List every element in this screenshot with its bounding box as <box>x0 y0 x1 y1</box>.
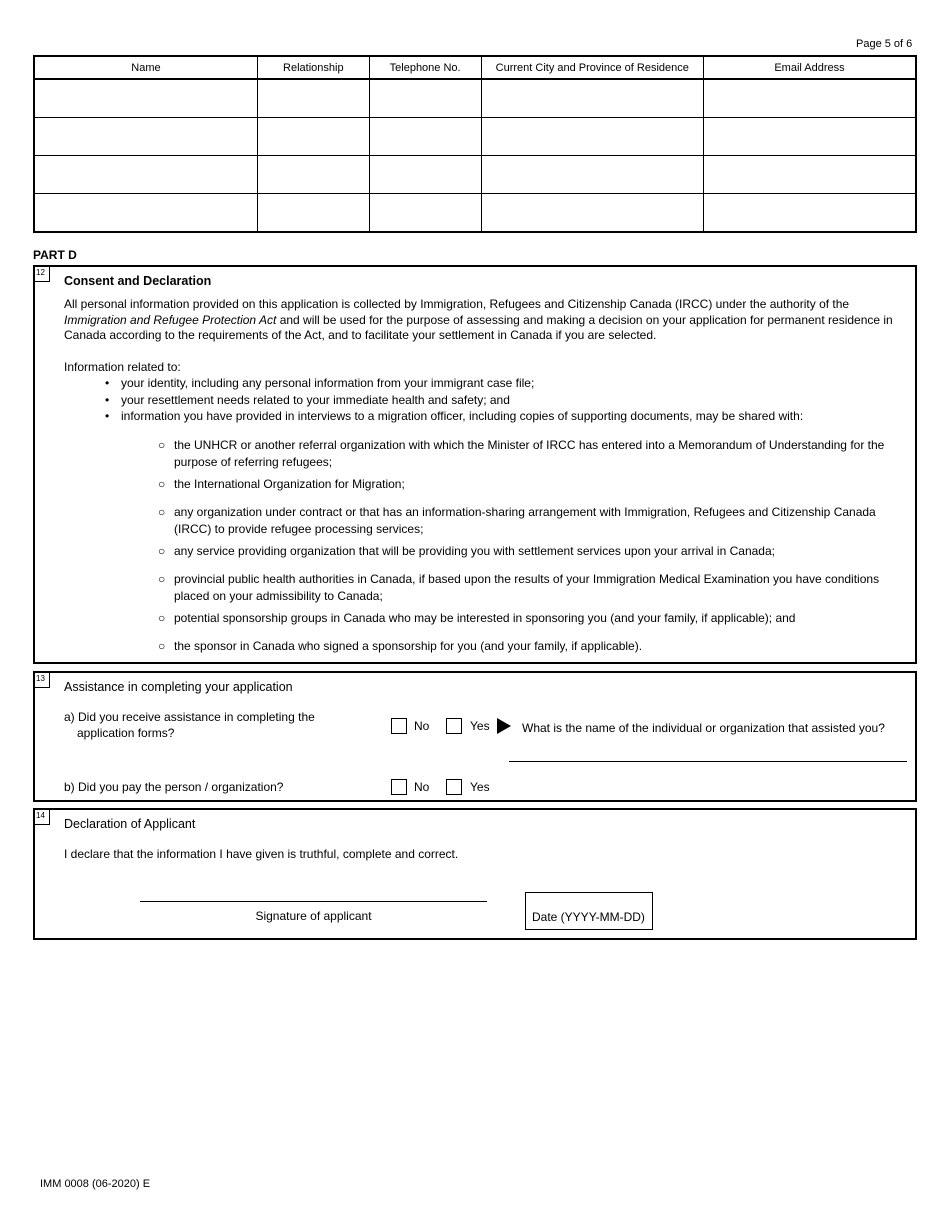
consent-section <box>33 265 917 664</box>
bullet-icon: • <box>105 392 110 407</box>
bullet-icon: • <box>105 409 110 423</box>
relationship-cell[interactable] <box>257 194 369 233</box>
telephone-cell[interactable] <box>369 79 481 118</box>
table-header-row <box>34 56 916 79</box>
form-code: IMM 0008 (06-2020) E <box>40 1178 151 1190</box>
email-cell[interactable] <box>704 194 917 233</box>
list-item <box>158 437 893 470</box>
sub-item-text: the sponsor in Canada who signed a sponsorship for you (and your family, if applicable). <box>174 639 643 653</box>
question-a-line1: a) Did you receive assistance in completing the <box>64 710 315 724</box>
sub-item-text: any service providing organization that will be providing you with settlement services upon your arrival in Canada; <box>174 544 775 558</box>
table-row <box>34 194 916 233</box>
circle-bullet-icon: ○ <box>158 477 166 491</box>
circle-bullet-icon: ○ <box>158 438 166 452</box>
telephone-cell[interactable] <box>369 156 481 194</box>
section-number: 13 <box>35 673 50 688</box>
sub-item-text: the International Organization for Migration; <box>174 477 405 491</box>
assistant-name-field[interactable] <box>509 761 907 762</box>
info-intro: Information related to: <box>64 360 181 374</box>
assistance-no-checkbox[interactable] <box>391 718 407 734</box>
bullet-icon: • <box>105 376 110 390</box>
payment-yes-checkbox[interactable] <box>446 779 462 795</box>
sub-item-text: any organization under contract or that has an information-sharing arrangement with Immigration, Refugees and Citizenship Canada (IRCC) to provide refugee processing services; <box>174 505 876 536</box>
bullet-text: your identity, including any personal information from your immigrant case file; <box>121 376 535 390</box>
bullet-text: your resettlement needs related to your immediate health and safety; and <box>121 392 510 407</box>
bullet-text: information you have provided in interviews to a migration officer, including copies of supporting documents, may be shared with: <box>121 409 804 423</box>
declaration-text: I declare that the information I have given is truthful, complete and correct. <box>64 847 459 861</box>
contacts-table <box>33 55 917 233</box>
no-label: No <box>414 780 430 794</box>
list-item <box>158 638 893 655</box>
residence-cell[interactable] <box>481 79 703 118</box>
followup-question: What is the name of the individual or organization that assisted you? <box>522 721 885 735</box>
table-row <box>34 79 916 118</box>
header-email: Email Address <box>704 56 917 79</box>
header-name: Name <box>34 56 257 79</box>
signature-label: Signature of applicant <box>255 909 372 923</box>
section-title: Declaration of Applicant <box>64 817 196 831</box>
residence-cell[interactable] <box>481 156 703 194</box>
list-item <box>105 375 803 392</box>
name-cell[interactable] <box>34 118 257 156</box>
paragraph-part1: All personal information provided on this application is collected by Immigration, Refugees and Citizenship Canada (IRCC) under the authority of the <box>64 297 850 311</box>
telephone-cell[interactable] <box>369 118 481 156</box>
residence-cell[interactable] <box>481 118 703 156</box>
name-cell[interactable] <box>34 156 257 194</box>
section-title: Assistance in completing your application <box>64 680 293 694</box>
table-row <box>34 118 916 156</box>
name-cell[interactable] <box>34 194 257 233</box>
list-item <box>158 504 893 537</box>
list-item <box>158 476 893 493</box>
list-item <box>158 543 893 560</box>
circle-bullet-icon: ○ <box>158 572 166 586</box>
list-item <box>105 408 803 425</box>
header-relationship: Relationship <box>257 56 369 79</box>
list-item <box>105 392 803 409</box>
paragraph-part2: and will be used for the purpose of assessing and making a decision on your application for permanent residence in Canada according to the requirements of the Act, and to facilitate your settlement in Canada if you are selected. <box>64 312 893 342</box>
section-number: 12 <box>35 267 50 282</box>
list-item <box>158 571 893 604</box>
signature-line[interactable] <box>140 901 487 902</box>
no-label: No <box>414 719 430 733</box>
yes-label: Yes <box>470 780 490 794</box>
question-b: b) Did you pay the person / organization? <box>64 780 284 794</box>
header-residence: Current City and Province of Residence <box>481 56 703 79</box>
question-a-line2: application forms? <box>77 725 175 740</box>
info-bullet-list <box>105 375 803 425</box>
circle-bullet-icon: ○ <box>158 505 166 519</box>
assistance-yes-checkbox[interactable] <box>446 718 462 734</box>
question-a <box>64 710 315 741</box>
sub-item-text: the UNHCR or another referral organization with which the Minister of IRCC has entered into a Memorandum of Understanding for the purpose of referring refugees; <box>174 438 885 469</box>
email-cell[interactable] <box>704 156 917 194</box>
table-row <box>34 156 916 194</box>
email-cell[interactable] <box>704 118 917 156</box>
yes-label: Yes <box>470 719 490 733</box>
circle-bullet-icon: ○ <box>158 639 166 653</box>
circle-bullet-icon: ○ <box>158 611 166 625</box>
sub-item-text: provincial public health authorities in Canada, if based upon the results of your Immigration Medical Examination you have conditions placed on your admissibility to Canada; <box>174 572 880 603</box>
relationship-cell[interactable] <box>257 79 369 118</box>
date-label: Date (YYYY-MM-DD) <box>532 910 645 924</box>
part-label: PART D <box>33 248 77 262</box>
date-field[interactable] <box>525 892 653 930</box>
payment-no-checkbox[interactable] <box>391 779 407 795</box>
list-item <box>158 610 893 627</box>
assistance-section <box>33 671 917 802</box>
page-number: Page 5 of 6 <box>856 38 913 50</box>
section-title: Consent and Declaration <box>64 274 212 288</box>
email-cell[interactable] <box>704 79 917 118</box>
residence-cell[interactable] <box>481 194 703 233</box>
relationship-cell[interactable] <box>257 156 369 194</box>
name-cell[interactable] <box>34 79 257 118</box>
declaration-section <box>33 808 917 940</box>
sub-item-text: potential sponsorship groups in Canada who may be interested in sponsoring you (and your family, if applicable); and <box>174 611 796 625</box>
section-number: 14 <box>35 810 50 825</box>
act-name: Immigration and Refugee Protection Act <box>64 312 277 327</box>
consent-paragraph <box>64 297 894 344</box>
arrow-right-icon <box>497 718 511 734</box>
telephone-cell[interactable] <box>369 194 481 233</box>
header-telephone: Telephone No. <box>369 56 481 79</box>
relationship-cell[interactable] <box>257 118 369 156</box>
circle-bullet-icon: ○ <box>158 544 166 558</box>
